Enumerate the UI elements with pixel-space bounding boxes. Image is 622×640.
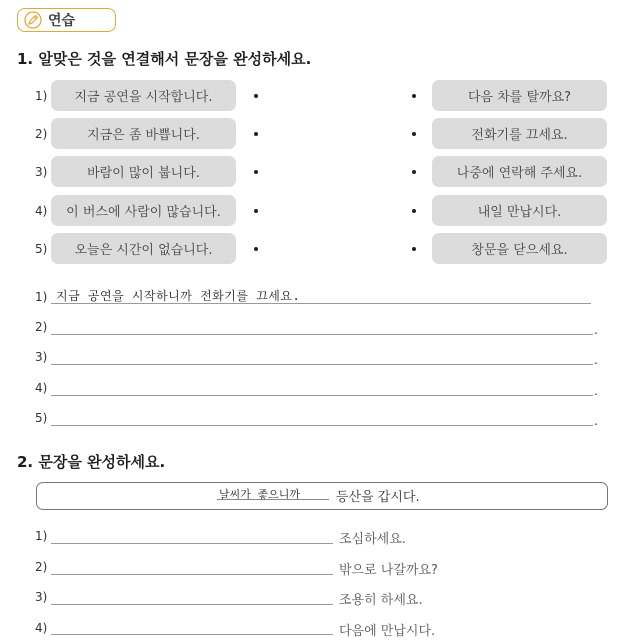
right-connect-dot[interactable] <box>412 247 416 251</box>
answer-number: 2) <box>35 320 48 334</box>
answer-period: . <box>594 353 598 367</box>
question-1-title: 1. 알맞은 것을 연결해서 문장을 완성하세요. <box>17 50 312 68</box>
right-connect-dot[interactable] <box>412 132 416 136</box>
left-connect-dot[interactable] <box>254 247 258 251</box>
left-item-number: 4) <box>35 204 48 218</box>
left-connect-dot[interactable] <box>254 132 258 136</box>
item-tail: 조심하세요. <box>339 532 406 547</box>
left-item: 지금 공연을 시작합니다. <box>51 80 236 111</box>
example-tail: 등산을 갑시다. <box>336 490 420 505</box>
left-item: 바람이 많이 붑니다. <box>51 156 236 187</box>
right-item: 전화기를 끄세요. <box>432 118 607 149</box>
fill-line[interactable] <box>51 634 333 635</box>
fill-line[interactable] <box>51 604 333 605</box>
item-number: 1) <box>35 529 48 543</box>
answer-number: 4) <box>35 381 48 395</box>
answer-number: 3) <box>35 350 48 364</box>
right-item: 내일 만납시다. <box>432 195 607 226</box>
item-tail: 조용히 하세요. <box>339 593 423 608</box>
badge-label: 연습 <box>48 13 76 29</box>
item-tail: 밖으로 나갈까요? <box>339 563 438 578</box>
right-connect-dot[interactable] <box>412 170 416 174</box>
answer-period: . <box>594 384 598 398</box>
item-number: 3) <box>35 590 48 604</box>
left-item-number: 3) <box>35 165 48 179</box>
answer-number: 1) <box>35 290 48 304</box>
left-item: 이 버스에 사람이 많습니다. <box>51 195 236 226</box>
right-connect-dot[interactable] <box>412 209 416 213</box>
left-connect-dot[interactable] <box>254 94 258 98</box>
answer-line[interactable] <box>51 334 593 335</box>
item-number: 4) <box>35 621 48 635</box>
fill-line[interactable] <box>51 543 333 544</box>
right-item: 창문을 닫으세요. <box>432 233 607 264</box>
example-line <box>217 499 329 500</box>
example-handwritten: 날씨가 좋으니까 <box>219 488 301 501</box>
right-connect-dot[interactable] <box>412 94 416 98</box>
answer-line[interactable] <box>51 425 593 426</box>
answer-handwritten: 지금 공연을 시작하니까 전화기를 끄세요. <box>56 289 301 303</box>
item-tail: 다음에 만납시다. <box>339 624 436 639</box>
answer-period: . <box>594 323 598 337</box>
answer-line[interactable] <box>51 364 593 365</box>
fill-line[interactable] <box>51 574 333 575</box>
left-item: 지금은 좀 바쁩니다. <box>51 118 236 149</box>
right-item: 나중에 연락해 주세요. <box>432 156 607 187</box>
right-item: 다음 차를 탈까요? <box>432 80 607 111</box>
answer-period: . <box>594 414 598 428</box>
example-box <box>36 482 608 510</box>
left-item-number: 5) <box>35 242 48 256</box>
item-number: 2) <box>35 560 48 574</box>
left-item-number: 1) <box>35 89 48 103</box>
pencil-icon <box>24 11 42 29</box>
left-item-number: 2) <box>35 127 48 141</box>
answer-line[interactable] <box>51 303 591 304</box>
left-item: 오늘은 시간이 없습니다. <box>51 233 236 264</box>
practice-badge <box>17 8 116 32</box>
left-connect-dot[interactable] <box>254 209 258 213</box>
answer-line[interactable] <box>51 395 593 396</box>
left-connect-dot[interactable] <box>254 170 258 174</box>
answer-number: 5) <box>35 411 48 425</box>
question-2-title: 2. 문장을 완성하세요. <box>17 453 166 471</box>
